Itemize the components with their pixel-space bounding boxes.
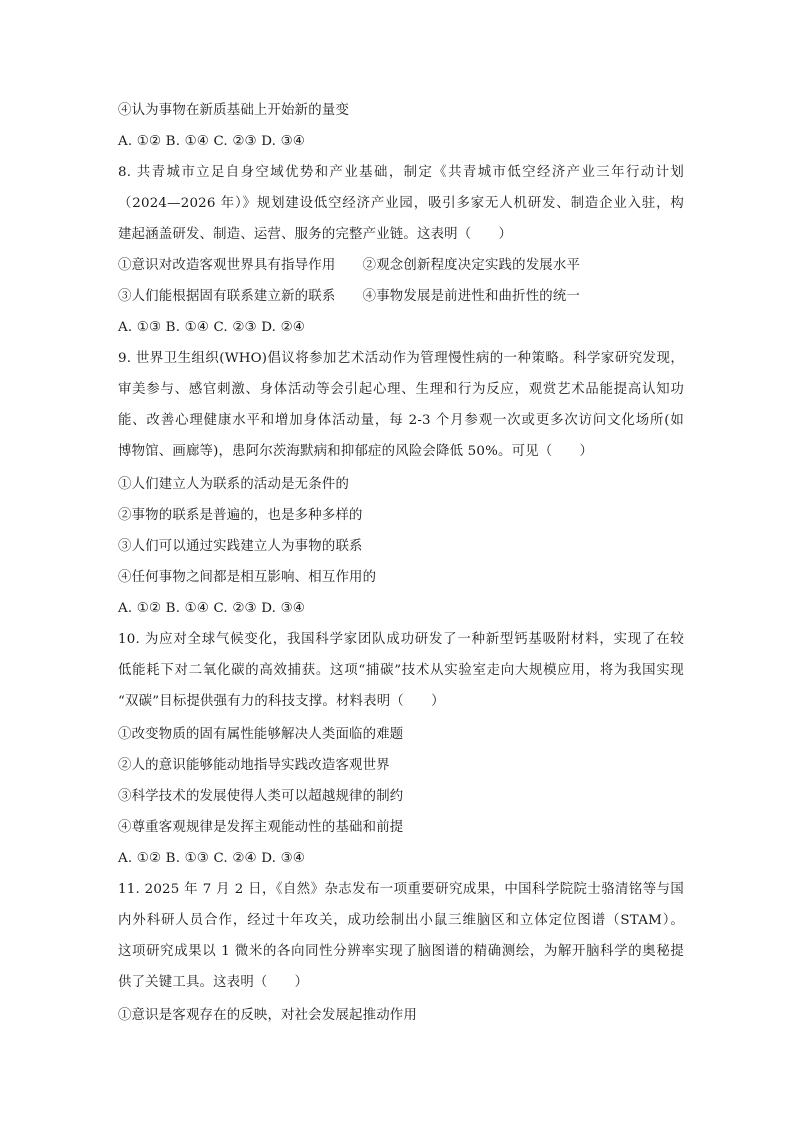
- question-11-stem-line-1: 11. 2025 年 7 月 2 日，《自然》杂志发布一项重要研究成果，中国科学院院士骆清铭等与国: [118, 882, 684, 897]
- question-11-stem-line-3: 这项研究成果以 1 微米的各向同性分辨率实现了脑图谱的精确测绘，为解开脑科学的奥秘提: [118, 944, 684, 959]
- question-8-stem-line-2: （2024—2026 年）》规划建设低空经济产业园，吸引多家无人机研发、制造企业入驻，构: [118, 196, 684, 211]
- answer-choices-q7: A. ①② B. ①④ C. ②③ D. ③④: [118, 134, 305, 149]
- question-8-options-row-2: ③人们能根据固有联系建立新的联系 ④事物发展是前进性和曲折性的统一: [118, 289, 581, 304]
- question-11-option-1: ①意识是客观存在的反映，对社会发展起推动作用: [118, 1008, 417, 1023]
- question-9-stem-line-4: 博物馆、画廊等)，患阿尔茨海默病和抑郁症的风险会降低 50%。可见（ ）: [118, 444, 594, 459]
- question-10-option-2: ②人的意识能够能动地指导实践改造客观世界: [118, 758, 390, 773]
- question-10-option-3: ③科学技术的发展使得人类可以超越规律的制约: [118, 789, 404, 804]
- answer-choices-q8: A. ①③ B. ①④ C. ②③ D. ②④: [118, 320, 305, 335]
- question-8-options-row-1: ①意识对改造客观世界具有指导作用 ②观念创新程度决定实践的发展水平: [118, 258, 581, 273]
- question-10-option-1: ①改变物质的固有属性能够解决人类面临的难题: [118, 727, 404, 742]
- question-8-stem-line-1: 8. 共青城市立足自身空域优势和产业基础，制定《共青城市低空经济产业三年行动计划: [118, 165, 684, 180]
- question-11-stem-line-2: 内外科研人员合作，经过十年攻关，成功绘制出小鼠三维脑区和立体定位图谱（STAM）。: [118, 913, 684, 928]
- question-8-stem-line-3: 建起涵盖研发、制造、运营、服务的完整产业链。这表明（ ）: [118, 227, 513, 242]
- question-9-option-2: ②事物的联系是普遍的，也是多种多样的: [118, 508, 363, 523]
- answer-choices-q9: A. ①② B. ①④ C. ②③ D. ③④: [118, 601, 305, 616]
- question-9-option-1: ①人们建立人为联系的活动是无条件的: [118, 477, 350, 492]
- question-10-stem-line-2: 低能耗下对二氧化碳的高效捕获。这项“捕碳”技术从实验室走向大规模应用，将为我国实现: [118, 663, 684, 678]
- question-10-option-4: ④尊重客观规律是发挥主观能动性的基础和前提: [118, 820, 404, 835]
- question-9-stem-line-2: 审美参与、感官刺激、身体活动等会引起心理、生理和行为反应，观赏艺术品能提高认知功: [118, 382, 684, 397]
- question-9-stem-line-3: 能、改善心理健康水平和增加身体活动量，每 2-3 个月参观一次或更多次访问文化场所(如: [118, 413, 684, 428]
- option-4-line: ④认为事物在新质基础上开始新的量变: [118, 103, 350, 118]
- question-10-stem-line-3: “双碳”目标提供强有力的科技支撑。材料表明（ ）: [118, 694, 445, 709]
- question-9-option-3: ③人们可以通过实践建立人为事物的联系: [118, 539, 363, 554]
- question-10-stem-line-1: 10. 为应对全球气候变化，我国科学家团队成功研发了一种新型钙基吸附材料，实现了在较: [118, 632, 684, 647]
- question-9-stem-line-1: 9. 世界卫生组织(WHO)倡议将参加艺术活动作为管理慢性病的一种策略。科学家研究发现，: [118, 351, 684, 366]
- question-9-option-4: ④任何事物之间都是相互影响、相互作用的: [118, 570, 377, 585]
- answer-choices-q10: A. ①② B. ①③ C. ②④ D. ③④: [118, 851, 305, 866]
- question-11-stem-line-4: 供了关键工具。这表明（ ）: [118, 975, 309, 990]
